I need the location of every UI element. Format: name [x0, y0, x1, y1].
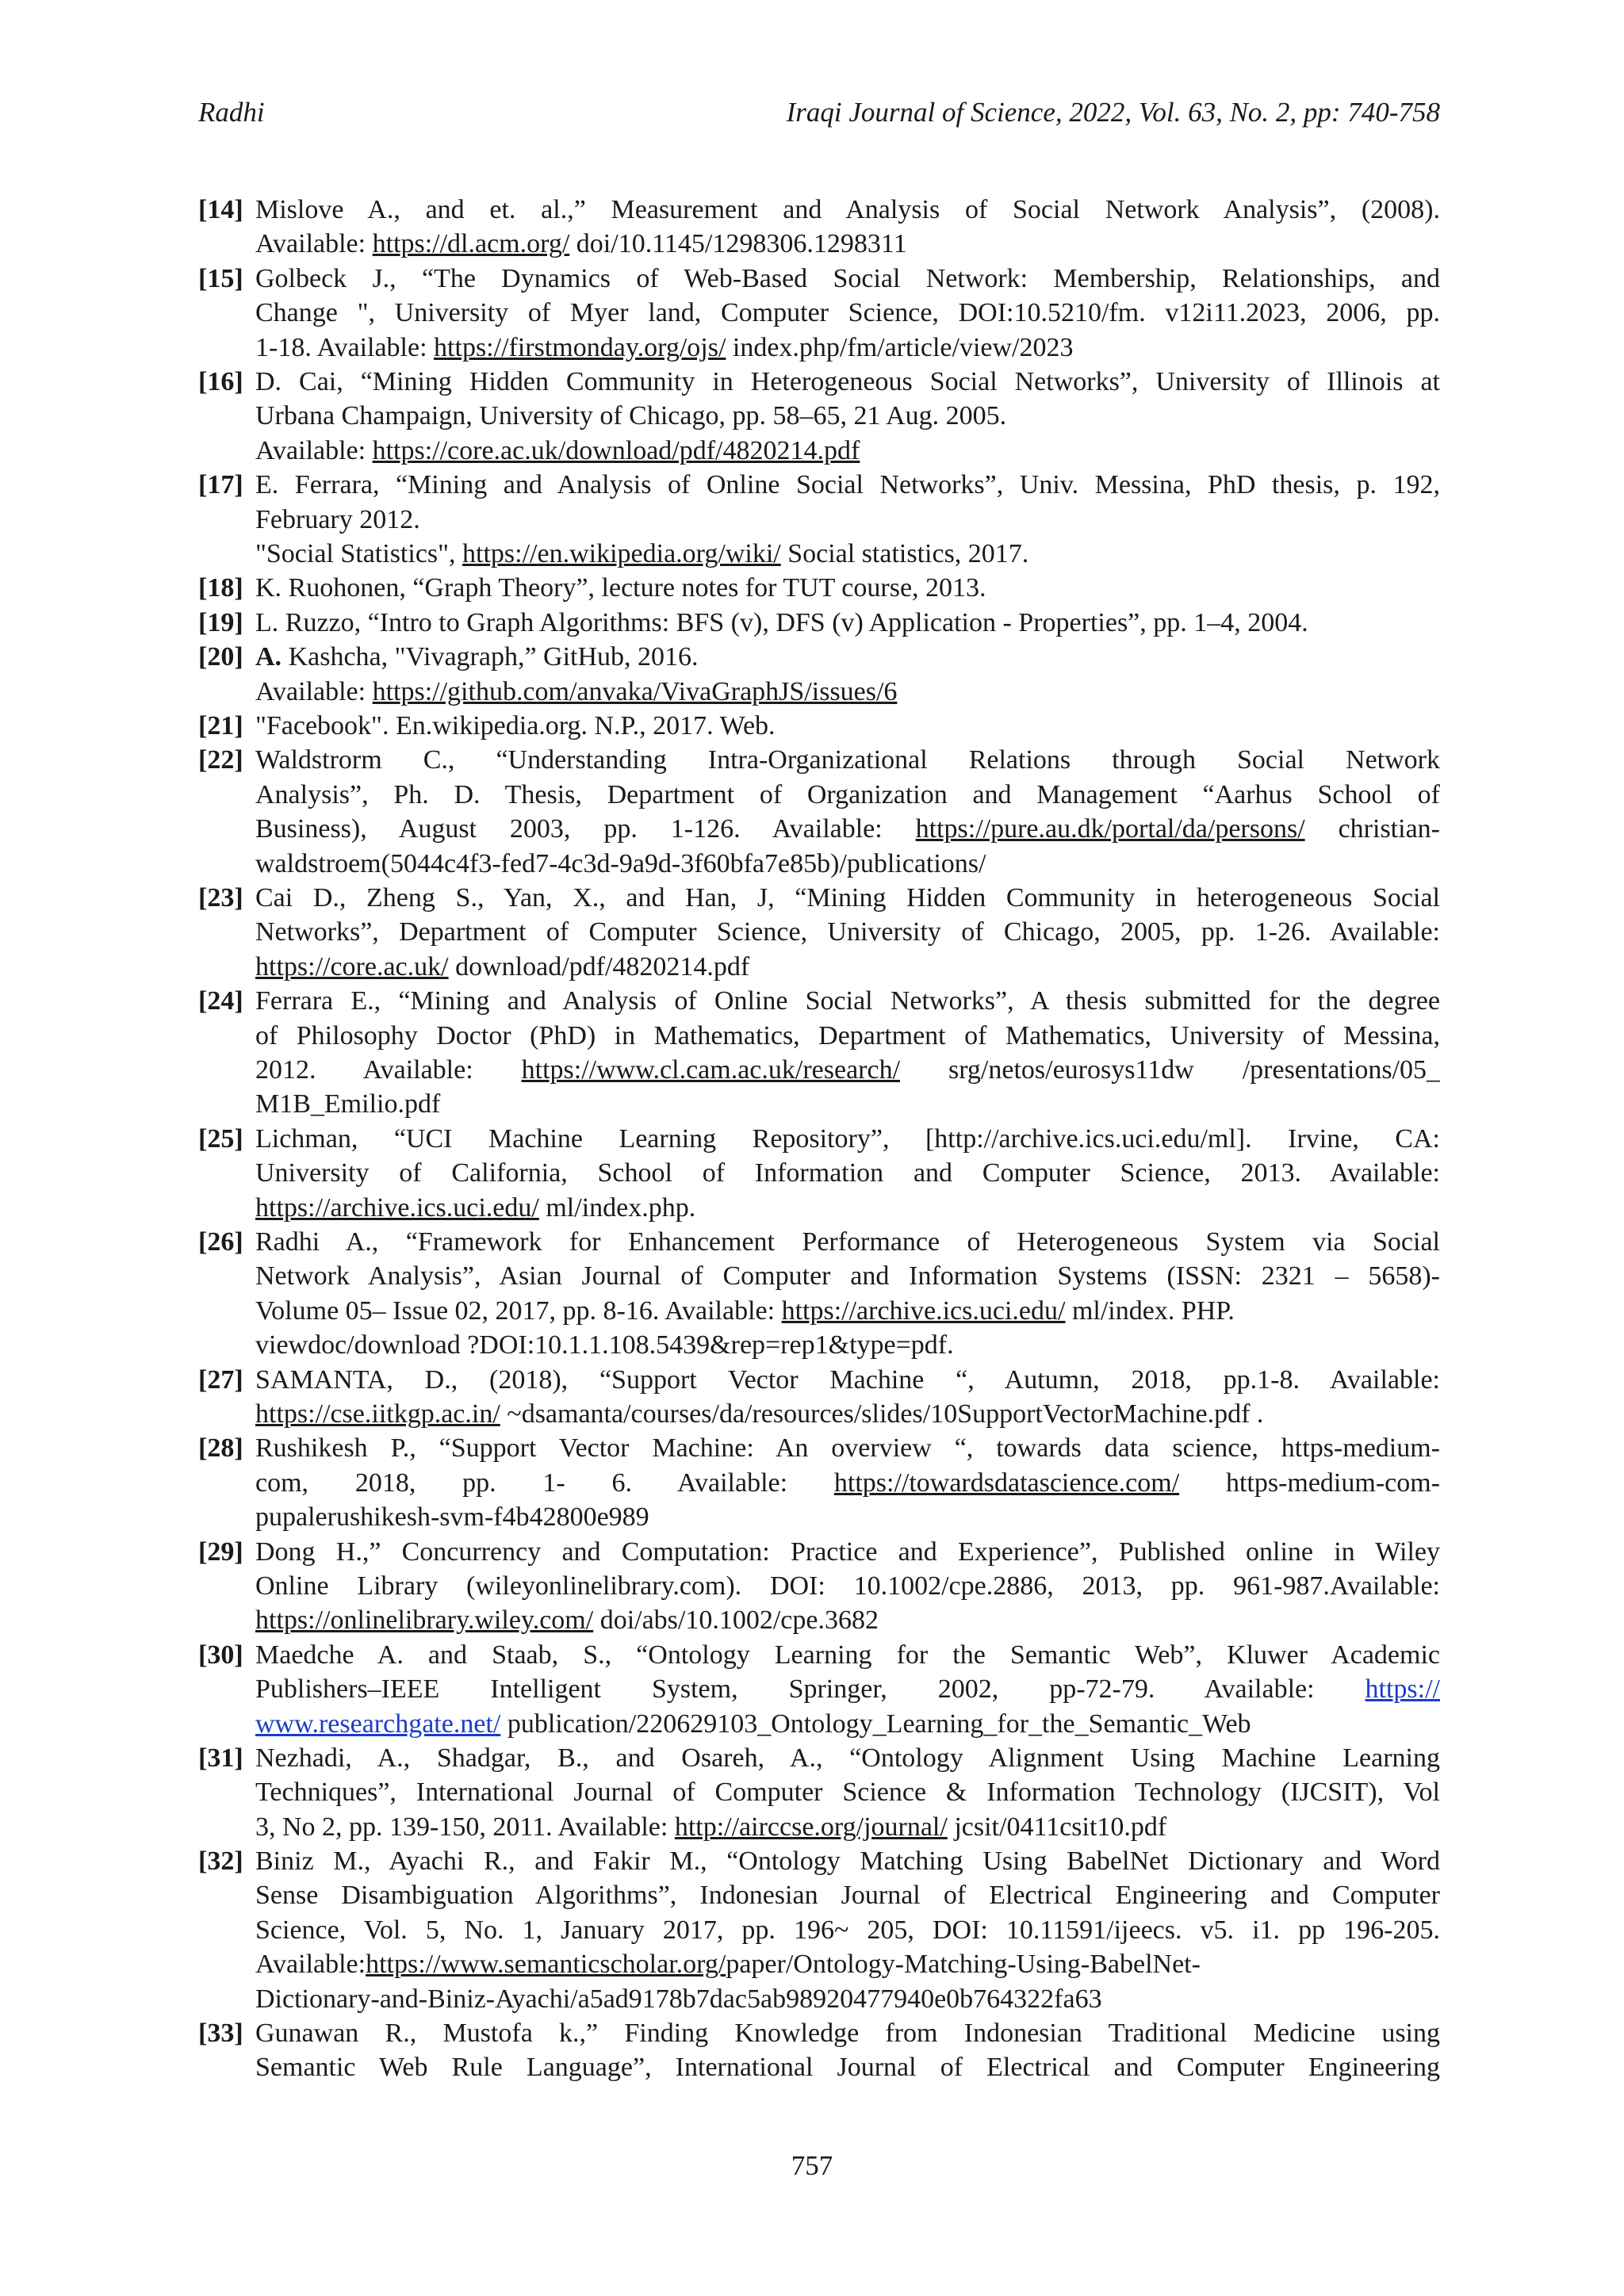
reference-text: M1B_Emilio.pdf: [255, 1089, 441, 1119]
reference-text: Cai D., Zheng S., Yan, X., and Han, J, “Mining Hidden Community in heterogeneous Social: [255, 883, 1440, 913]
reference-line: [255, 1019, 1440, 1053]
reference-text: ~dsamanta/courses/da/resources/slides/10SupportVectorMachine.pdf .: [500, 1399, 1264, 1429]
reference-line: [255, 1741, 1440, 1775]
reference-item: [198, 365, 1440, 468]
reference-line: [255, 262, 1440, 296]
reference-number: [24]: [198, 986, 243, 1016]
reference-item: [198, 640, 1440, 709]
reference-item: [198, 571, 1440, 605]
reference-line: [255, 1156, 1440, 1190]
reference-line: [255, 537, 1440, 571]
reference-link[interactable]: https://en.wikipedia.org/wiki/: [462, 538, 781, 568]
reference-line: [255, 1397, 1440, 1431]
reference-text: Available:: [255, 1950, 366, 1980]
reference-link[interactable]: https://towardsdatascience.com/: [833, 1468, 1180, 1498]
reference-line: [255, 984, 1440, 1018]
reference-item: [198, 1363, 1440, 1432]
reference-text: ml/index.php.: [538, 1192, 696, 1223]
reference-text: Maedche A. and Staab, S., “Ontology Learning for the Semantic Web”, Kluwer Academic: [255, 1640, 1440, 1670]
reference-line: [255, 1122, 1440, 1156]
reference-number: [22]: [198, 745, 243, 775]
reference-text: srg/netos/eurosys11dw /presentations/05_: [900, 1054, 1440, 1085]
reference-text: Change ", University of Myer land, Computer Science, DOI:10.5210/fm. v12i11.2023, 2006, pp.: [255, 298, 1440, 328]
reference-link[interactable]: https://archive.ics.uci.edu/: [255, 1192, 539, 1223]
reference-line: [255, 1638, 1440, 1672]
reference-number: [25]: [198, 1123, 243, 1154]
reference-text: Dictionary-and-Biniz-Ayachi/a5ad9178b7dac5ab98920477940e0b764322fa63: [255, 1984, 1102, 2014]
reference-number: [15]: [198, 263, 243, 293]
reference-link[interactable]: https://firstmonday.org/ojs/: [434, 332, 726, 362]
reference-line: [255, 1810, 1440, 1844]
reference-text: Publishers–IEEE Intelligent System, Springer, 2002, pp-72-79. Available:: [255, 1674, 1365, 1705]
reference-text: Sense Disambiguation Algorithms”, Indonesian Journal of Electrical Engineering and Computer: [255, 1881, 1440, 1911]
reference-text: E. Ferrara, “Mining and Analysis of Online Social Networks”, Univ. Messina, PhD thesis, p. 192,: [255, 470, 1440, 500]
reference-text: Lichman, “UCI Machine Learning Repository”, [http://archive.ics.uci.edu/ml]. Irvine, CA:: [255, 1123, 1440, 1154]
reference-number: [31]: [198, 1743, 243, 1773]
reference-link[interactable]: https://core.ac.uk/: [255, 951, 449, 982]
reference-line: [255, 1947, 1440, 1981]
reference-line: [255, 503, 1440, 537]
reference-text: download/pdf/4820214.pdf: [448, 951, 750, 982]
reference-text: "Facebook". En.wikipedia.org. N.P., 2017. Web.: [255, 711, 776, 741]
reference-text: SAMANTA, D., (2018), “Support Vector Machine “, Autumn, 2018, pp.1-8. Available:: [255, 1364, 1440, 1395]
reference-item: [198, 1225, 1440, 1363]
reference-text: of Philosophy Doctor (PhD) in Mathematics, Department of Mathematics, University of Messina,: [255, 1020, 1440, 1050]
reference-list: [198, 193, 1440, 2085]
reference-text: publication/220629103_Ontology_Learning_for_the_Semantic_Web: [500, 1709, 1251, 1739]
reference-line: [255, 2016, 1440, 2050]
reference-text: Networks”, Department of Computer Science, University of Chicago, 2005, pp. 1-26. Available:: [255, 917, 1440, 947]
reference-text: paper/Ontology-Matching-Using-BabelNet-: [726, 1950, 1201, 1980]
reference-text: "Social Statistics",: [255, 538, 463, 568]
reference-text: Nezhadi, A., Shadgar, B., and Osareh, A., “Ontology Alignment Using Machine Learning: [255, 1743, 1440, 1773]
reference-text: doi/10.1145/1298306.1298311: [569, 229, 907, 259]
reference-line: [255, 1672, 1440, 1706]
reference-line: [255, 881, 1440, 915]
reference-text: Semantic Web Rule Language”, International Journal of Electrical and Computer Engineering: [255, 2053, 1440, 2083]
reference-text: Biniz M., Ayachi R., and Fakir M., “Ontology Matching Using BabelNet Dictionary and Word: [255, 1846, 1440, 1877]
header-author: Radhi: [198, 97, 265, 128]
reference-text: Urbana Champaign, University of Chicago, pp. 58–65, 21 Aug. 2005.: [255, 401, 1007, 431]
reference-line: [255, 1535, 1440, 1569]
reference-item: [198, 881, 1440, 984]
reference-number: [23]: [198, 883, 243, 913]
reference-line: [255, 296, 1440, 330]
reference-text: Mislove A., and et. al.,” Measurement and Analysis of Social Network Analysis”, (2008).: [255, 195, 1440, 224]
reference-text: A.: [255, 642, 282, 672]
header-journal: Iraqi Journal of Science, 2022, Vol. 63, No. 2, pp: 740-758: [786, 97, 1440, 128]
reference-item: [198, 984, 1440, 1122]
reference-line: [255, 1569, 1440, 1603]
reference-item: [198, 743, 1440, 881]
reference-text: Science, Vol. 5, No. 1, January 2017, pp. 196~ 205, DOI: 10.11591/ijeecs. v5. i1. pp 196-205.: [255, 1915, 1440, 1945]
reference-item: [198, 1535, 1440, 1638]
reference-text: Available:: [255, 676, 373, 706]
reference-link[interactable]: https://core.ac.uk/download/pdf/4820214.pdf: [372, 435, 860, 465]
reference-line: [255, 709, 1440, 743]
reference-text: ml/index. PHP.: [1065, 1295, 1235, 1326]
reference-text: 3, No 2, pp. 139-150, 2011. Available:: [255, 1812, 675, 1842]
reference-number: [21]: [198, 711, 243, 741]
reference-number: [28]: [198, 1433, 243, 1464]
reference-line: [255, 1053, 1440, 1087]
reference-line: [255, 1363, 1440, 1397]
reference-line: [255, 1913, 1440, 1947]
reference-link[interactable]: https://www.semanticscholar.org/: [366, 1950, 726, 1980]
reference-link[interactable]: https://github.com/anvaka/VivaGraphJS/issues/6: [372, 676, 898, 706]
reference-text: Business), August 2003, pp. 1-126. Available:: [255, 814, 916, 844]
reference-line: [255, 193, 1440, 227]
reference-line: [255, 675, 1440, 709]
reference-line: [255, 847, 1440, 881]
reference-text: 2012. Available:: [255, 1054, 522, 1085]
reference-number: [20]: [198, 642, 243, 672]
reference-text: com, 2018, pp. 1- 6. Available:: [255, 1468, 834, 1498]
reference-line: [255, 1775, 1440, 1809]
reference-text: Network Analysis”, Asian Journal of Computer and Information Systems (ISSN: 2321 – 5658)-: [255, 1261, 1440, 1292]
reference-line: [255, 743, 1440, 777]
reference-number: [33]: [198, 2019, 243, 2049]
reference-link[interactable]: https://pure.au.dk/portal/da/persons/: [915, 814, 1305, 844]
reference-number: [26]: [198, 1226, 243, 1257]
reference-item: [198, 1844, 1440, 2016]
reference-link[interactable]: www.researchgate.net/: [255, 1709, 501, 1739]
reference-text: Dong H.,” Concurrency and Computation: Practice and Experience”, Published online in Wiley: [255, 1536, 1440, 1567]
reference-text: viewdoc/download ?DOI:10.1.1.108.5439&rep=rep1&type=pdf.: [255, 1330, 954, 1360]
reference-text: L. Ruzzo, “Intro to Graph Algorithms: BFS (v), DFS (v) Application - Properties”, pp. 1–4, 2004.: [255, 607, 1308, 637]
reference-line: [255, 468, 1440, 502]
reference-line: [255, 1707, 1440, 1741]
reference-text: Available:: [255, 435, 373, 465]
reference-item: [198, 1431, 1440, 1534]
reference-text: February 2012.: [255, 504, 420, 534]
reference-item: [198, 468, 1440, 571]
reference-number: [30]: [198, 1640, 243, 1670]
reference-line: [255, 640, 1440, 674]
reference-line: [255, 1466, 1440, 1500]
reference-line: [255, 1500, 1440, 1534]
reference-text: Analysis”, Ph. D. Thesis, Department of Organization and Management “Aarhus School of: [255, 779, 1440, 809]
reference-number: [19]: [198, 607, 243, 637]
reference-link[interactable]: https://: [1365, 1674, 1440, 1705]
reference-number: [17]: [198, 470, 243, 500]
reference-text: doi/abs/10.1002/cpe.3682: [593, 1605, 879, 1636]
reference-text: D. Cai, “Mining Hidden Community in Heterogeneous Social Networks”, University of Illinois at: [255, 366, 1440, 396]
reference-line: [255, 331, 1440, 365]
reference-line: [255, 1844, 1440, 1878]
reference-text: Social statistics, 2017.: [780, 538, 1029, 568]
reference-line: [255, 1191, 1440, 1225]
reference-line: [255, 1259, 1440, 1293]
reference-item: [198, 1122, 1440, 1225]
reference-text: Online Library (wileyonlinelibrary.com). DOI: 10.1002/cpe.2886, 2013, pp. 961-987.Available:: [255, 1571, 1440, 1601]
page-number: 757: [791, 2150, 833, 2181]
reference-line: [255, 812, 1440, 846]
reference-text: Gunawan R., Mustofa k.,” Finding Knowledge from Indonesian Traditional Medicine using: [255, 2019, 1440, 2049]
reference-item: [198, 709, 1440, 743]
reference-line: [255, 1328, 1440, 1362]
reference-text: christian-: [1304, 814, 1440, 844]
reference-line: [255, 227, 1440, 261]
reference-text: Techniques”, International Journal of Computer Science & Information Technology (IJCSIT), Vol: [255, 1777, 1440, 1808]
reference-line: [255, 571, 1440, 605]
reference-line: [255, 434, 1440, 468]
reference-item: [198, 606, 1440, 640]
reference-text: University of California, School of Information and Computer Science, 2013. Available:: [255, 1158, 1440, 1188]
reference-line: [255, 1294, 1440, 1328]
reference-text: Waldstrorm C., “Understanding Intra-Organizational Relations through Social Network: [255, 745, 1440, 775]
reference-text: index.php/fm/article/view/2023: [726, 332, 1074, 362]
reference-text: K. Ruohonen, “Graph Theory”, lecture notes for TUT course, 2013.: [255, 573, 986, 603]
reference-line: [255, 606, 1440, 640]
reference-text: pupalerushikesh-svm-f4b42800e989: [255, 1502, 649, 1533]
reference-text: jcsit/0411csit10.pdf: [947, 1812, 1167, 1842]
reference-number: [29]: [198, 1536, 243, 1567]
reference-line: [255, 365, 1440, 399]
reference-item: [198, 262, 1440, 365]
reference-item: [198, 2016, 1440, 2085]
reference-line: [255, 1087, 1440, 1121]
reference-text: Radhi A., “Framework for Enhancement Performance of Heterogeneous System via Social: [255, 1226, 1440, 1257]
reference-line: [255, 399, 1440, 433]
reference-line: [255, 1878, 1440, 1912]
reference-line: [255, 1982, 1440, 2016]
reference-text: https-medium-com-: [1179, 1468, 1440, 1498]
reference-item: [198, 1638, 1440, 1741]
reference-number: [32]: [198, 1846, 243, 1877]
reference-link[interactable]: https://onlinelibrary.wiley.com/: [255, 1605, 594, 1636]
reference-link[interactable]: https://cse.iitkgp.ac.in/: [255, 1399, 500, 1429]
reference-link[interactable]: https://www.cl.cam.ac.uk/research/: [521, 1054, 901, 1085]
reference-line: [255, 915, 1440, 949]
reference-text: waldstroem(5044c4f3-fed7-4c3d-9a9d-3f60bfa7e85b)/publications/: [255, 848, 986, 878]
reference-text: 1-18. Available:: [255, 332, 435, 362]
reference-text: Kashcha, "Vivagraph,” GitHub, 2016.: [282, 642, 699, 672]
reference-link[interactable]: http://airccse.org/journal/: [674, 1812, 948, 1842]
reference-item: [198, 1741, 1440, 1844]
reference-text: Rushikesh P., “Support Vector Machine: An overview “, towards data science, https-medium-: [255, 1433, 1440, 1464]
reference-link[interactable]: https://archive.ics.uci.edu/: [781, 1295, 1066, 1326]
reference-number: [16]: [198, 366, 243, 396]
reference-line: [255, 950, 1440, 984]
reference-text: Golbeck J., “The Dynamics of Web-Based Social Network: Membership, Relationships, and: [255, 263, 1440, 293]
running-header: [198, 97, 1440, 136]
reference-line: [255, 778, 1440, 812]
reference-line: [255, 1431, 1440, 1465]
reference-text: Available:: [255, 229, 373, 259]
reference-link[interactable]: https://dl.acm.org/: [372, 229, 570, 259]
reference-number: [18]: [198, 573, 243, 603]
reference-text: Volume 05– Issue 02, 2017, pp. 8-16. Available:: [255, 1295, 782, 1326]
reference-item: [198, 193, 1440, 262]
reference-line: [255, 1225, 1440, 1259]
reference-line: [255, 1603, 1440, 1637]
reference-number: [14]: [198, 195, 243, 224]
reference-text: Ferrara E., “Mining and Analysis of Online Social Networks”, A thesis submitted for the degree: [255, 986, 1440, 1016]
reference-line: [255, 2050, 1440, 2084]
reference-number: [27]: [198, 1364, 243, 1395]
